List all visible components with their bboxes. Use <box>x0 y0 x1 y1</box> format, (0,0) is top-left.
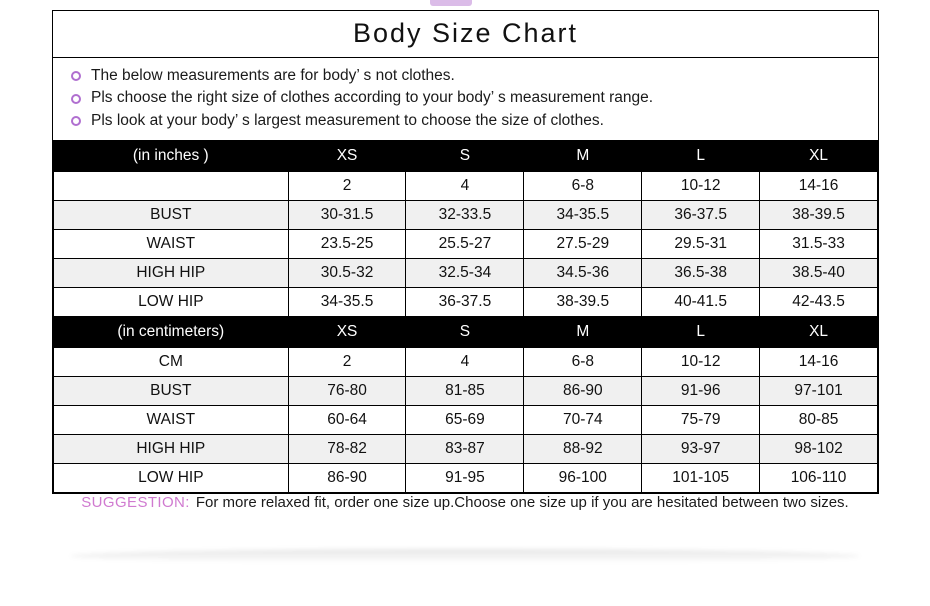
header-cell: XS <box>288 141 406 172</box>
header-cell: (in centimeters) <box>54 317 289 348</box>
row-cell: 40-41.5 <box>642 288 760 317</box>
bottom-shadow <box>70 549 860 563</box>
top-accent-tab <box>430 0 472 6</box>
row-cell: 96-100 <box>524 464 642 493</box>
page-title: Body Size Chart <box>352 18 579 48</box>
header-cell: M <box>524 317 642 348</box>
row-cell: 38-39.5 <box>760 201 878 230</box>
row-cell: 38-39.5 <box>524 288 642 317</box>
row-label: LOW HIP <box>54 288 289 317</box>
header-cell: L <box>642 141 760 172</box>
row-cell: 14-16 <box>760 172 878 201</box>
suggestion-line <box>0 494 930 511</box>
row-label: WAIST <box>54 406 289 435</box>
row-cell: 2 <box>288 172 406 201</box>
note-item <box>71 87 878 109</box>
row-cell: 106-110 <box>760 464 878 493</box>
row-cell: 36-37.5 <box>642 201 760 230</box>
row-cell: 27.5-29 <box>524 230 642 259</box>
row-cell: 78-82 <box>288 435 406 464</box>
row-cell: 30.5-32 <box>288 259 406 288</box>
row-label: BUST <box>54 201 289 230</box>
row-cell: 23.5-25 <box>288 230 406 259</box>
row-cell: 31.5-33 <box>760 230 878 259</box>
note-text: Pls choose the right size of clothes according to your body’ s measurement range. <box>91 89 654 107</box>
row-cell: 91-95 <box>406 464 524 493</box>
row-label: HIGH HIP <box>54 259 289 288</box>
table-row <box>54 377 878 406</box>
header-cell: M <box>524 141 642 172</box>
row-label: WAIST <box>54 230 289 259</box>
table-row <box>54 348 878 377</box>
row-cell: 2 <box>288 348 406 377</box>
row-cell: 14-16 <box>760 348 878 377</box>
row-cell: 98-102 <box>760 435 878 464</box>
circle-bullet-icon <box>71 116 81 126</box>
circle-bullet-icon <box>71 94 81 104</box>
row-cell: 36-37.5 <box>406 288 524 317</box>
header-cell: XS <box>288 317 406 348</box>
row-cell: 36.5-38 <box>642 259 760 288</box>
row-cell: 42-43.5 <box>760 288 878 317</box>
table-header-row-inches <box>54 141 878 172</box>
row-cell: 81-85 <box>406 377 524 406</box>
row-cell: 86-90 <box>524 377 642 406</box>
row-cell: 4 <box>406 348 524 377</box>
suggestion-label: SUGGESTION: <box>81 494 190 511</box>
header-cell: XL <box>760 317 878 348</box>
row-cell: 32.5-34 <box>406 259 524 288</box>
table-row <box>54 288 878 317</box>
row-cell: 70-74 <box>524 406 642 435</box>
row-label <box>54 172 289 201</box>
row-cell: 93-97 <box>642 435 760 464</box>
row-cell: 34.5-36 <box>524 259 642 288</box>
note-item <box>71 110 878 132</box>
row-cell: 29.5-31 <box>642 230 760 259</box>
row-cell: 34-35.5 <box>524 201 642 230</box>
table-row <box>54 435 878 464</box>
row-cell: 60-64 <box>288 406 406 435</box>
row-cell: 38.5-40 <box>760 259 878 288</box>
row-cell: 86-90 <box>288 464 406 493</box>
row-cell: 65-69 <box>406 406 524 435</box>
note-item <box>71 65 878 87</box>
row-cell: 75-79 <box>642 406 760 435</box>
row-cell: 32-33.5 <box>406 201 524 230</box>
row-cell: 88-92 <box>524 435 642 464</box>
table-row <box>54 172 878 201</box>
note-text: Pls look at your body’ s largest measurement to choose the size of clothes. <box>91 111 604 129</box>
row-cell: 34-35.5 <box>288 288 406 317</box>
row-cell: 10-12 <box>642 348 760 377</box>
row-cell: 101-105 <box>642 464 760 493</box>
row-label: CM <box>54 348 289 377</box>
header-cell: S <box>406 317 524 348</box>
row-label: BUST <box>54 377 289 406</box>
top-strip <box>0 0 930 8</box>
size-table <box>53 140 878 493</box>
row-cell: 25.5-27 <box>406 230 524 259</box>
table-row <box>54 201 878 230</box>
notes-list <box>53 57 878 140</box>
row-cell: 30-31.5 <box>288 201 406 230</box>
chart-frame <box>52 10 879 494</box>
header-cell: (in inches ) <box>54 141 289 172</box>
row-cell: 80-85 <box>760 406 878 435</box>
row-cell: 91-96 <box>642 377 760 406</box>
row-cell: 97-101 <box>760 377 878 406</box>
row-label: HIGH HIP <box>54 435 289 464</box>
note-text: The below measurements are for body’ s not clothes. <box>91 67 455 84</box>
row-cell: 4 <box>406 172 524 201</box>
row-cell: 10-12 <box>642 172 760 201</box>
row-cell: 6-8 <box>524 348 642 377</box>
header-cell: L <box>642 317 760 348</box>
table-row <box>54 230 878 259</box>
table-row <box>54 464 878 493</box>
table-row <box>54 259 878 288</box>
header-cell: S <box>406 141 524 172</box>
circle-bullet-icon <box>71 71 81 81</box>
table-row <box>54 406 878 435</box>
table-header-row-centimeters <box>54 317 878 348</box>
row-label: LOW HIP <box>54 464 289 493</box>
header-cell: XL <box>760 141 878 172</box>
row-cell: 6-8 <box>524 172 642 201</box>
row-cell: 83-87 <box>406 435 524 464</box>
row-cell: 76-80 <box>288 377 406 406</box>
suggestion-text: For more relaxed fit, order one size up.Choose one size up if you are hesitated between two sizes. <box>195 494 849 511</box>
